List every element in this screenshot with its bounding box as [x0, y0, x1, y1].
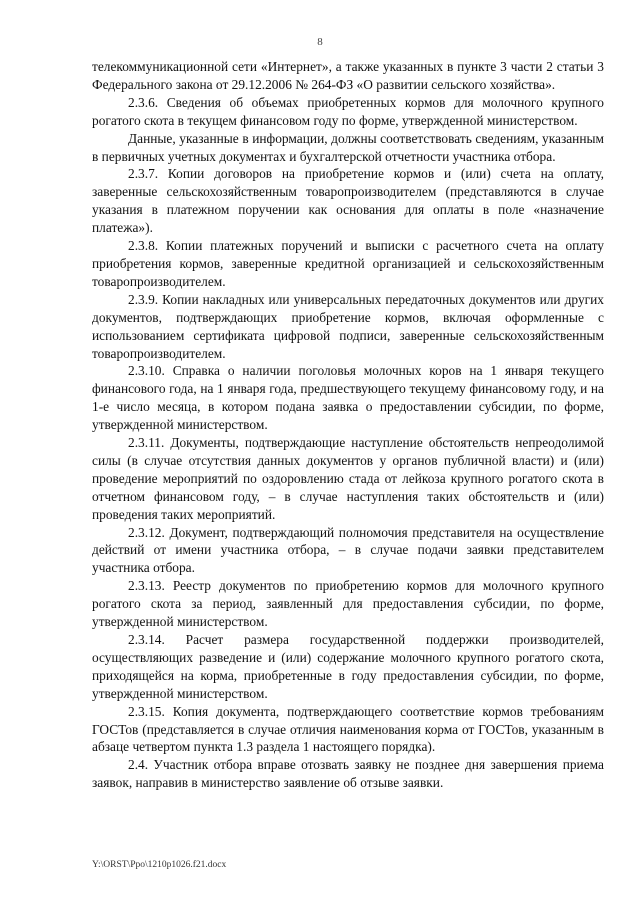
paragraph-2-3-11: 2.3.11. Документы, подтверждающие наступление обстоятельств непреодолимой силы (в случае отсутствия данных документов у органов публичной власти) и (или) проведение мероприятий по оздоровлению стада от лейкоза крупного рогатого скота в отчетном финансовом году, – в случае наступления таких обстоятельств и (или) проведения таких мероприятий. [92, 435, 604, 522]
paragraph-2-3-8: 2.3.8. Копии платежных поручений и выписки с расчетного счета на оплату приобретения кормов, заверенные кредитной организацией и сельскохозяйственным товаропроизводителем. [92, 238, 604, 289]
paragraph-2-3-12: 2.3.12. Документ, подтверждающий полномочия представителя на осуществление действий от имени участника отбора, – в случае подачи заявки представителем участника отбора. [92, 524, 604, 576]
footer-file-path: Y:\ORST\Ppo\1210p1026.f21.docx [92, 860, 227, 870]
paragraph-2-3-13: 2.3.13. Реестр документов по приобретению кормов для молочного крупного рогатого скота за период, заявленный для предоставления субсидии, по форме, утвержденной министерством. [92, 578, 604, 630]
paragraph-data-note: Данные, указанные в информации, должны соответствовать сведениям, указанным в первичных учетных документах и бухгалтерской отчетности участника отбора. [92, 130, 604, 164]
paragraph-2-3-6: 2.3.6. Сведения об объемах приобретенных кормов для молочного крупного рогатого скота в текущем финансовом году по форме, утвержденной министерством. [92, 94, 604, 128]
paragraph-2-3-14: 2.3.14. Расчет размера государственной поддержки производителей, осуществляющих разведение и (или) содержание молочного крупного рогатого скота, приходящейся на корма, приобретенные в году предоставления субсидии, по форме, утвержденной министерством. [92, 632, 604, 701]
page-number: 8 [317, 36, 323, 48]
paragraph-2-3-7: 2.3.7. Копии договоров на приобретение кормов и (или) счета на оплату, заверенные сельскохозяйственным товаропроизводителем (представляются в случае указания в платежном поручении как основания для оплаты в поле «назначение платежа»). [92, 166, 604, 236]
paragraph-2-3-10: 2.3.10. Справка о наличии поголовья молочных коров на 1 января текущего финансового года, на 1 января года, предшествующего текущему финансовому году, и на 1-е число месяца, в котором подана заявка о предоставлении субсидии, по форме, утвержденной министерством. [92, 363, 604, 433]
document-body [92, 58, 604, 792]
paragraph-2-4: 2.4. Участник отбора вправе отозвать заявку не позднее дня завершения приема заявок, направив в министерство заявление об отзыве заявки. [92, 757, 604, 791]
paragraph-2-3-9: 2.3.9. Копии накладных или универсальных передаточных документов или других документов, подтверждающих приобретение кормов, включая оформленные с использованием сертификата цифровой подписи, заверенные сельскохозяйственным товаропроизводителем. [92, 291, 604, 361]
paragraph-continuation: телекоммуникационной сети «Интернет», а также указанных в пункте 3 части 2 статьи 3 Федерального закона от 29.12.2006 № 264-ФЗ «О развитии сельского хозяйства». [92, 59, 604, 92]
paragraph-2-3-15: 2.3.15. Копия документа, подтверждающего соответствие кормов требованиям ГОСТов (представляется в случае отличия наименования корма от ГОСТов, указанным в абзаце четвертом пункта 1.3 раздела 1 настоящего порядка). [92, 703, 604, 755]
